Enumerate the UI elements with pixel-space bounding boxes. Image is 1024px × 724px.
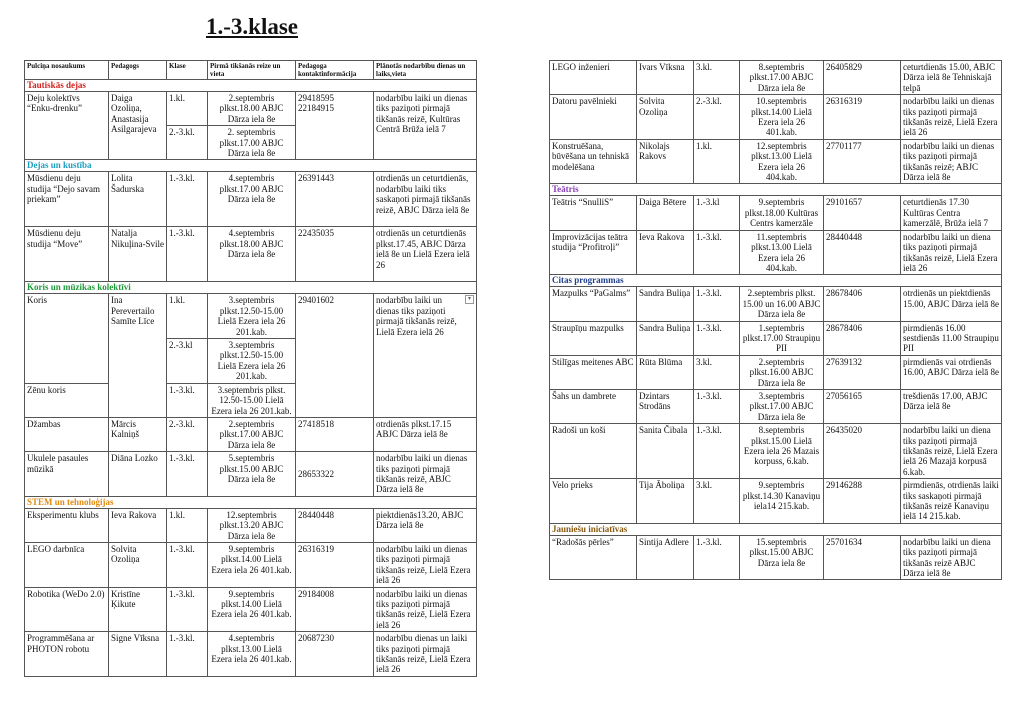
contact: 28653322 (296, 452, 374, 497)
table-row (550, 424, 1002, 479)
club-name: Teātris “SnulliS” (550, 196, 637, 230)
first-meeting: 5.septembris plkst.15.00 ABJC Dārza iela 8e (208, 452, 296, 497)
planned-schedule: nodarbību dienas un laiki tiks paziņoti pirmajā tikšanās reizē, Lielā Ezera ielā 26 (374, 632, 477, 677)
first-meeting: 2.septembris plkst.18.00 ABJC Dārza iela 8e (208, 92, 296, 126)
planned-schedule: nodarbību laiki un dienas tiks paziņoti pirmajā tikšanās reizē, Lielā Ezera ielā 26 (374, 587, 477, 632)
planned-schedule: trešdienās 17.00, ABJC Dārza ielā 8e (901, 389, 1002, 423)
first-meeting: 4.septembris plkst.17.00 ABJC Dārza iela 8e (208, 172, 296, 227)
table-row (550, 139, 1002, 184)
contact: 26316319 (296, 542, 374, 587)
first-meeting: 9.septembris plkst.18.00 Kultūras Centrs kamerzāle (740, 196, 824, 230)
header-cell: Klase (167, 61, 208, 80)
planned-schedule: pirmdienās, otrdienās laiki tiks saskaņoti pirmajā tikšanās reizē Kanaviņu ielā 14 215.kab. (901, 479, 1002, 524)
first-meeting: 3.septembris plkst.12.50-15.00 Lielā Ezera iela 26 201.kab. (208, 294, 296, 339)
grade: 1.-3.kl. (694, 287, 740, 321)
grade: 1.-3.kl. (167, 587, 208, 632)
first-meeting: 2.septembris plkst.17.00 ABJC Dārza iela 8e (208, 417, 296, 451)
grade: 3.kl. (694, 355, 740, 389)
contact: 22435035 (296, 227, 374, 282)
teacher: Lolita Šadurska (109, 172, 167, 227)
grade: 3.kl. (694, 479, 740, 524)
grade: 1.-3.kl. (694, 424, 740, 479)
club-name: Datoru pavēlnieki (550, 95, 637, 140)
teacher: Kristīne Ķikute (109, 587, 167, 632)
teacher: Sanita Čibala (637, 424, 694, 479)
contact: 26435020 (824, 424, 901, 479)
planned-schedule-text: nodarbību laiki un dienas tiks paziņoti pirmajā tikšanās reizē, Lielā Ezera ielā 26 (376, 295, 457, 337)
first-meeting: 4.septembris plkst.13.00 Lielā Ezera iela 26 401.kab. (208, 632, 296, 677)
planned-schedule: otrdienās un ceturtdienās plkst.17.45, ABJC Dārza ielā 8e un Lielā Ezera ielā 26 (374, 227, 477, 282)
teacher: Solvita Ozoliņa (637, 95, 694, 140)
section-heading: Koris un mūzikas kolektīvi (25, 282, 477, 294)
club-name: Mūsdienu deju studija “Dejo savam priekam” (25, 172, 109, 227)
teacher: Natalja Nikuļina-Svile (109, 227, 167, 282)
teacher: Mārcis Kalniņš (109, 417, 167, 451)
schedule-table-left (24, 60, 477, 677)
teacher: Signe Vīksna (109, 632, 167, 677)
contact: 26405829 (824, 61, 901, 95)
teacher: Solvita Ozoliņa (109, 542, 167, 587)
table-row (25, 294, 477, 339)
teacher: Dzintars Strodāns (637, 389, 694, 423)
teacher: Ivars Vīksna (637, 61, 694, 95)
club-name: Eksperimentu klubs (25, 508, 109, 542)
first-meeting: 4.septembris plkst.18.00 ABJC Dārza iela 8e (208, 227, 296, 282)
first-meeting: 3.septembris plkst.12.50-15.00 Lielā Ezera iela 26 201.kab. (208, 339, 296, 384)
header-cell: Pedagogs (109, 61, 167, 80)
first-meeting: 8.septembris plkst.15.00 Lielā Ezera iela 26 Mazais korpuss, 6.kab. (740, 424, 824, 479)
planned-schedule: nodarbību laiki un dienas tiks paziņoti pirmajā tikšanās reizē, Lielā Ezera ielā 26 (901, 95, 1002, 140)
club-name: LEGO darbnīca (25, 542, 109, 587)
first-meeting: 15.septembris plkst.15.00 ABJC Dārza iela 8e (740, 535, 824, 580)
grade: 1.kl. (694, 139, 740, 184)
table-row (25, 227, 477, 282)
planned-schedule: nodarbību laiki un diena tiks paziņoti pirmajā tikšanās reizē, Lielā Ezera ielā 26 Mazajā korpusā 6.kab. (901, 424, 1002, 479)
grade: 1.-3.kl. (167, 452, 208, 497)
teacher: Nikolajs Rakovs (637, 139, 694, 184)
contact: 29101657 (824, 196, 901, 230)
first-meeting: 12.septembris plkst.13.20 ABJC Dārza iela 8e (208, 508, 296, 542)
grade: 1.kl. (167, 294, 208, 339)
grade: 3.kl. (694, 61, 740, 95)
section-heading: Tautiskās dejas (25, 80, 477, 92)
contact: 29184008 (296, 587, 374, 632)
contact: 28678406 (824, 287, 901, 321)
planned-schedule: nodarbību laiki un diena tiks paziņoti pirmajā tikšanās reizē, Lielā Ezera ielā 26 (901, 230, 1002, 275)
grade: 2.-3.kl. (167, 417, 208, 451)
contact: 20687230 (296, 632, 374, 677)
grade: 1.-3.kl. (167, 542, 208, 587)
contact: 27701177 (824, 139, 901, 184)
grade: 1.kl. (167, 92, 208, 126)
contact: 28440448 (824, 230, 901, 275)
grade: 1.-3.kl. (694, 535, 740, 580)
table-row (25, 92, 477, 126)
table-row (550, 230, 1002, 275)
contact: 25701634 (824, 535, 901, 580)
club-name: Robotika (WeDo 2.0) (25, 587, 109, 632)
table-row (25, 417, 477, 451)
grade: 1.-3.kl (694, 196, 740, 230)
contact: 26316319 (824, 95, 901, 140)
table-row (550, 95, 1002, 140)
grade: 1.-3.kl. (694, 321, 740, 355)
table-row (25, 542, 477, 587)
grade: 1.kl. (167, 508, 208, 542)
contact: 29146288 (824, 479, 901, 524)
teacher: Sandra Buliņa (637, 321, 694, 355)
teacher: Daiga Ozoliņa, Anastasija Asilgarajeva (109, 92, 167, 160)
first-meeting: 2.septembris plkst. 15.00 un 16.00 ABJC Dārza iela 8e (740, 287, 824, 321)
grade: 2.-3.kl. (694, 95, 740, 140)
teacher: Rūta Blūma (637, 355, 694, 389)
table-row (550, 389, 1002, 423)
table-row (550, 61, 1002, 95)
first-meeting: 1.septembris plkst.17.00 Straupiņu PII (740, 321, 824, 355)
table-row (550, 535, 1002, 580)
club-name: Šahs un dambrete (550, 389, 637, 423)
teacher: Diāna Lozko (109, 452, 167, 497)
first-meeting: 10.septembris plkst.14.00 Lielā Ezera iela 26 401.kab. (740, 95, 824, 140)
header-cell: Pirmā tikšanās reize un vieta (208, 61, 296, 80)
club-name: Stilīgas meitenes ABC (550, 355, 637, 389)
club-name: Radoši un koši (550, 424, 637, 479)
first-meeting: 3.septembris plkst. 12.50-15.00 Lielā Ezera iela 26 201.kab. (208, 383, 296, 417)
contact: 27418518 (296, 417, 374, 451)
planned-schedule: nodarbību laiki un dienas tiks paziņoti pirmajā tikšanās reizē, Lielā Ezera ielā 26 (374, 542, 477, 587)
section-heading: STEM un tehnoloģijas (25, 496, 477, 508)
planned-schedule: ceturtdienās 15.00, ABJC Dārza ielā 8e Tehniskajā telpā (901, 61, 1002, 95)
table-row (550, 479, 1002, 524)
table-row (25, 508, 477, 542)
table-row (25, 632, 477, 677)
table-row (550, 355, 1002, 389)
header-cell: Pulciņa nosaukums (25, 61, 109, 80)
club-name: Velo prieks (550, 479, 637, 524)
grade: 1.-3.kl. (167, 383, 208, 417)
table-row (25, 587, 477, 632)
planned-schedule: nodarbību laiki un diena tiks paziņoti pirmajā tikšanās reizē ABJC Dārza ielā 8e (901, 535, 1002, 580)
club-name: Zēnu koris (25, 383, 109, 417)
first-meeting: 2.septembris plkst.16.00 ABJC Dārza iela 8e (740, 355, 824, 389)
teacher: Sandra Buliņa (637, 287, 694, 321)
contact: 27639132 (824, 355, 901, 389)
planned-schedule: piektdienās13.20, ABJC Dārza ielā 8e (374, 508, 477, 542)
planned-schedule: otrdienās un piektdienās 15.00, ABJC Dārza ielā 8e (901, 287, 1002, 321)
club-name: Programmēšana ar PHOTON robotu (25, 632, 109, 677)
schedule-table-right (549, 60, 1002, 580)
table-row (550, 287, 1002, 321)
first-meeting: 9.septembris plkst.14.00 Lielā Ezera iela 26 401.kab. (208, 542, 296, 587)
planned-schedule: pirmdienās vai otrdienās 16.00, ABJC Dārza ielā 8e (901, 355, 1002, 389)
teacher: Ieva Rakova (637, 230, 694, 275)
planned-schedule: ceturtdienās 17.30 Kultūras Centra kamerzālē, Brūža ielā 7 (901, 196, 1002, 230)
table-row (25, 172, 477, 227)
club-name: Deju kolektīvs “Enku-drenku” (25, 92, 109, 160)
first-meeting: 8.septembris plkst.17.00 ABJC Dārza iela 8e (740, 61, 824, 95)
first-meeting: 9.septembris plkst.14.00 Lielā Ezera iela 26 401.kab. (208, 587, 296, 632)
section-heading: Jauniešu iniciatīvas (550, 523, 1002, 535)
planned-schedule: otrdienās un ceturtdienās, nodarbību laiki tiks saskaņoti pirmajā tikšanās reizē, ABJC Dārza ielā 8e (374, 172, 477, 227)
teacher: Ina Perevertailo Samīte Līce (109, 294, 167, 417)
planned-schedule (374, 294, 477, 417)
first-meeting: 2. septembris plkst.17.00 ABJC Dārza iela 8e (208, 126, 296, 160)
table-header-row (25, 61, 477, 80)
grade: 1.-3.kl. (694, 389, 740, 423)
table-row (25, 452, 477, 497)
table-row (550, 196, 1002, 230)
planned-schedule: pirmdienās 16.00 sestdienās 11.00 Straupiņu PII (901, 321, 1002, 355)
grade: 2.-3.kl (167, 339, 208, 384)
grade: 2.-3.kl. (167, 126, 208, 160)
club-name: Koris (25, 294, 109, 383)
club-name: Straupīņu mazpulks (550, 321, 637, 355)
contact: 29401602 (296, 294, 374, 417)
grade: 1.-3.kl. (167, 632, 208, 677)
planned-schedule: nodarbību laiki un dienas tiks paziņoti pirmajā tikšanās reizē, Kultūras Centrā Brūža ielā 7 (374, 92, 477, 160)
first-meeting: 12.septembris plkst.13.00 Lielā Ezera iela 26 404.kab. (740, 139, 824, 184)
planned-schedule: nodarbību laiki un dienas tiks paziņoti pirmajā tikšanās reizē; ABJC Dārza ielā 8e (901, 139, 1002, 184)
teacher: Tija Āboliņa (637, 479, 694, 524)
grade: 1.-3.kl. (694, 230, 740, 275)
club-name: Ukulele pasaules mūzikā (25, 452, 109, 497)
club-name: Mazpulks “PaGalms” (550, 287, 637, 321)
table-row (550, 321, 1002, 355)
planned-schedule: nodarbību laiki un dienas tiks paziņoti pirmajā tikšanās reizē, ABJC Dārza ielā 8e (374, 452, 477, 497)
first-meeting: 3.septembris plkst.17.00 ABJC Dārza iela 8e (740, 389, 824, 423)
section-heading: Citas programmas (550, 275, 1002, 287)
contact: 26391443 (296, 172, 374, 227)
contact: 28440448 (296, 508, 374, 542)
teacher: Daiga Bētere (637, 196, 694, 230)
dropdown-arrow-icon[interactable]: ▾ (465, 295, 474, 304)
club-name: Improvizācijas teātra studija “Profitroļi” (550, 230, 637, 275)
club-name: LEGO inženieri (550, 61, 637, 95)
header-cell: Plānotās nodarbību dienas un laiks,vieta (374, 61, 477, 80)
section-heading: Dejas un kustība (25, 160, 477, 172)
teacher: Ieva Rakova (109, 508, 167, 542)
header-cell: Pedagoga kontaktinformācija (296, 61, 374, 80)
club-name: “Radošās pērles” (550, 535, 637, 580)
contact: 28678406 (824, 321, 901, 355)
first-meeting: 9.septembris plkst.14.30 Kanaviņu iela14 215.kab. (740, 479, 824, 524)
planned-schedule: otrdienās plkst.17.15 ABJC Dārza ielā 8e (374, 417, 477, 451)
section-heading: Teātris (550, 184, 1002, 196)
club-name: Mūsdienu deju studija “Move” (25, 227, 109, 282)
grade: 1.-3.kl. (167, 227, 208, 282)
contact: 29418595 22184915 (296, 92, 374, 160)
grade: 1.-3.kl. (167, 172, 208, 227)
club-name: Konstruēšana, būvēšana un tehniskā modelēšana (550, 139, 637, 184)
contact: 27056165 (824, 389, 901, 423)
page-title: 1.-3.klase (206, 14, 298, 39)
teacher: Sintija Adlere (637, 535, 694, 580)
club-name: Džambas (25, 417, 109, 451)
first-meeting: 11.septembris plkst.13.00 Lielā Ezera iela 26 404.kab. (740, 230, 824, 275)
